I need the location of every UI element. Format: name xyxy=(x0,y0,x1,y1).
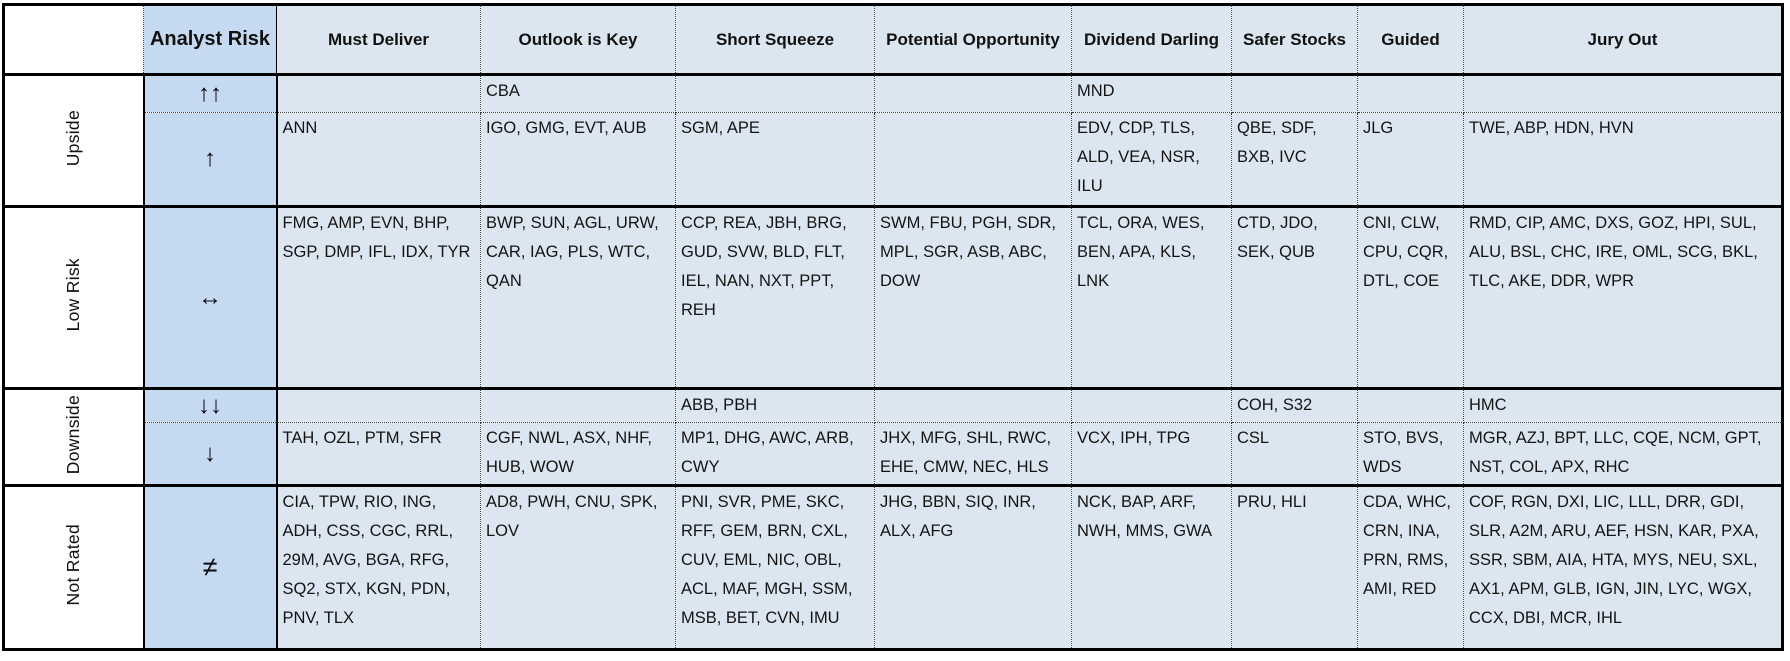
ticker-cell: JHX, MFG, SHL, RWC, EHE, CMW, NEC, HLS xyxy=(875,423,1072,486)
ticker-cell xyxy=(481,389,676,423)
risk-symbol-cell: ↓ xyxy=(144,423,277,486)
risk-symbol-cell: ↓↓ xyxy=(144,389,277,423)
column-header-must-deliver: Must Deliver xyxy=(277,5,481,75)
table-row xyxy=(4,486,1783,650)
ticker-cell: CDA, WHC, CRN, INA, PRN, RMS, AMI, RED xyxy=(1358,486,1464,650)
table-row xyxy=(4,423,1783,486)
ticker-cell xyxy=(1464,75,1783,113)
ticker-cell: FMG, AMP, EVN, BHP, SGP, DMP, IFL, IDX, TYR xyxy=(277,207,481,389)
ticker-cell: STO, BVS, WDS xyxy=(1358,423,1464,486)
ticker-cell: CNI, CLW, CPU, CQR, DTL, COE xyxy=(1358,207,1464,389)
ticker-cell xyxy=(277,389,481,423)
ticker-cell: CCP, REA, JBH, BRG, GUD, SVW, BLD, FLT, IEL, NAN, NXT, PPT, REH xyxy=(676,207,875,389)
ticker-cell: EDV, CDP, TLS, ALD, VEA, NSR, ILU xyxy=(1072,113,1232,207)
column-header-potential-opportunity: Potential Opportunity xyxy=(875,5,1072,75)
ticker-cell: TCL, ORA, WES, BEN, APA, KLS, LNK xyxy=(1072,207,1232,389)
ticker-cell: TAH, OZL, PTM, SFR xyxy=(277,423,481,486)
column-header-outlook-is-key: Outlook is Key xyxy=(481,5,676,75)
ticker-cell: COH, S32 xyxy=(1232,389,1358,423)
column-header-guided: Guided xyxy=(1358,5,1464,75)
ticker-cell xyxy=(875,113,1072,207)
table-row xyxy=(4,113,1783,207)
ticker-cell: JLG xyxy=(1358,113,1464,207)
row-group-label-low-risk: Low Risk xyxy=(4,207,144,389)
table-row xyxy=(4,207,1783,389)
ticker-cell: BWP, SUN, AGL, URW, CAR, IAG, PLS, WTC, QAN xyxy=(481,207,676,389)
risk-symbol-cell: ≠ xyxy=(144,486,277,650)
ticker-cell: MP1, DHG, AWC, ARB, CWY xyxy=(676,423,875,486)
table-row xyxy=(4,75,1783,113)
ticker-cell: CIA, TPW, RIO, ING, ADH, CSS, CGC, RRL, 29M, AVG, BGA, RFG, SQ2, STX, KGN, PDN, PNV, TLX xyxy=(277,486,481,650)
ticker-cell: PRU, HLI xyxy=(1232,486,1358,650)
ticker-cell xyxy=(1072,389,1232,423)
ticker-cell: NCK, BAP, ARF, NWH, MMS, GWA xyxy=(1072,486,1232,650)
ticker-cell: QBE, SDF, BXB, IVC xyxy=(1232,113,1358,207)
ticker-cell: PNI, SVR, PME, SKC, RFF, GEM, BRN, CXL, CUV, EML, NIC, OBL, ACL, MAF, MGH, SSM, MSB, BET, CVN, IMU xyxy=(676,486,875,650)
row-group-label-downside: Downside xyxy=(4,389,144,486)
analyst-risk-header: Analyst Risk xyxy=(144,5,277,75)
risk-symbol-cell: ↑↑ xyxy=(144,75,277,113)
ticker-cell xyxy=(1232,75,1358,113)
corner-cell xyxy=(4,5,144,75)
ticker-cell xyxy=(875,75,1072,113)
ticker-cell xyxy=(1358,75,1464,113)
column-header-dividend-darling: Dividend Darling xyxy=(1072,5,1232,75)
ticker-cell xyxy=(676,75,875,113)
ticker-cell xyxy=(875,389,1072,423)
table-row xyxy=(4,389,1783,423)
ticker-cell: VCX, IPH, TPG xyxy=(1072,423,1232,486)
ticker-cell: ABB, PBH xyxy=(676,389,875,423)
risk-symbol-cell: ↔ xyxy=(144,207,277,389)
column-header-safer-stocks: Safer Stocks xyxy=(1232,5,1358,75)
ticker-cell: CSL xyxy=(1232,423,1358,486)
ticker-cell: JHG, BBN, SIQ, INR, ALX, AFG xyxy=(875,486,1072,650)
ticker-cell: AD8, PWH, CNU, SPK, LOV xyxy=(481,486,676,650)
ticker-cell: CBA xyxy=(481,75,676,113)
ticker-cell: CGF, NWL, ASX, NHF, HUB, WOW xyxy=(481,423,676,486)
ticker-cell xyxy=(277,75,481,113)
ticker-cell: HMC xyxy=(1464,389,1783,423)
row-group-label-upside: Upside xyxy=(4,75,144,207)
column-header-short-squeeze: Short Squeeze xyxy=(676,5,875,75)
ticker-cell: RMD, CIP, AMC, DXS, GOZ, HPI, SUL, ALU, BSL, CHC, IRE, OML, SCG, BKL, TLC, AKE, DDR, WPR xyxy=(1464,207,1783,389)
risk-symbol-cell: ↑ xyxy=(144,113,277,207)
column-header-jury-out: Jury Out xyxy=(1464,5,1783,75)
ticker-cell: MND xyxy=(1072,75,1232,113)
ticker-cell: TWE, ABP, HDN, HVN xyxy=(1464,113,1783,207)
ticker-cell: ANN xyxy=(277,113,481,207)
header-row xyxy=(4,5,1783,75)
row-group-label-not-rated: Not Rated xyxy=(4,486,144,650)
ticker-cell xyxy=(1358,389,1464,423)
ticker-cell: MGR, AZJ, BPT, LLC, CQE, NCM, GPT, NST, COL, APX, RHC xyxy=(1464,423,1783,486)
ticker-cell: SWM, FBU, PGH, SDR, MPL, SGR, ASB, ABC, DOW xyxy=(875,207,1072,389)
ticker-cell: COF, RGN, DXI, LIC, LLL, DRR, GDI, SLR, A2M, ARU, AEF, HSN, KAR, PXA, SSR, SBM, AIA, HTA, MYS, NEU, SXL, AX1, APM, GLB, IGN, JIN, LYC, WGX, CCX, DBI, MCR, IHL xyxy=(1464,486,1783,650)
analyst-risk-matrix xyxy=(2,3,1784,651)
ticker-cell: IGO, GMG, EVT, AUB xyxy=(481,113,676,207)
ticker-cell: CTD, JDO, SEK, QUB xyxy=(1232,207,1358,389)
ticker-cell: SGM, APE xyxy=(676,113,875,207)
